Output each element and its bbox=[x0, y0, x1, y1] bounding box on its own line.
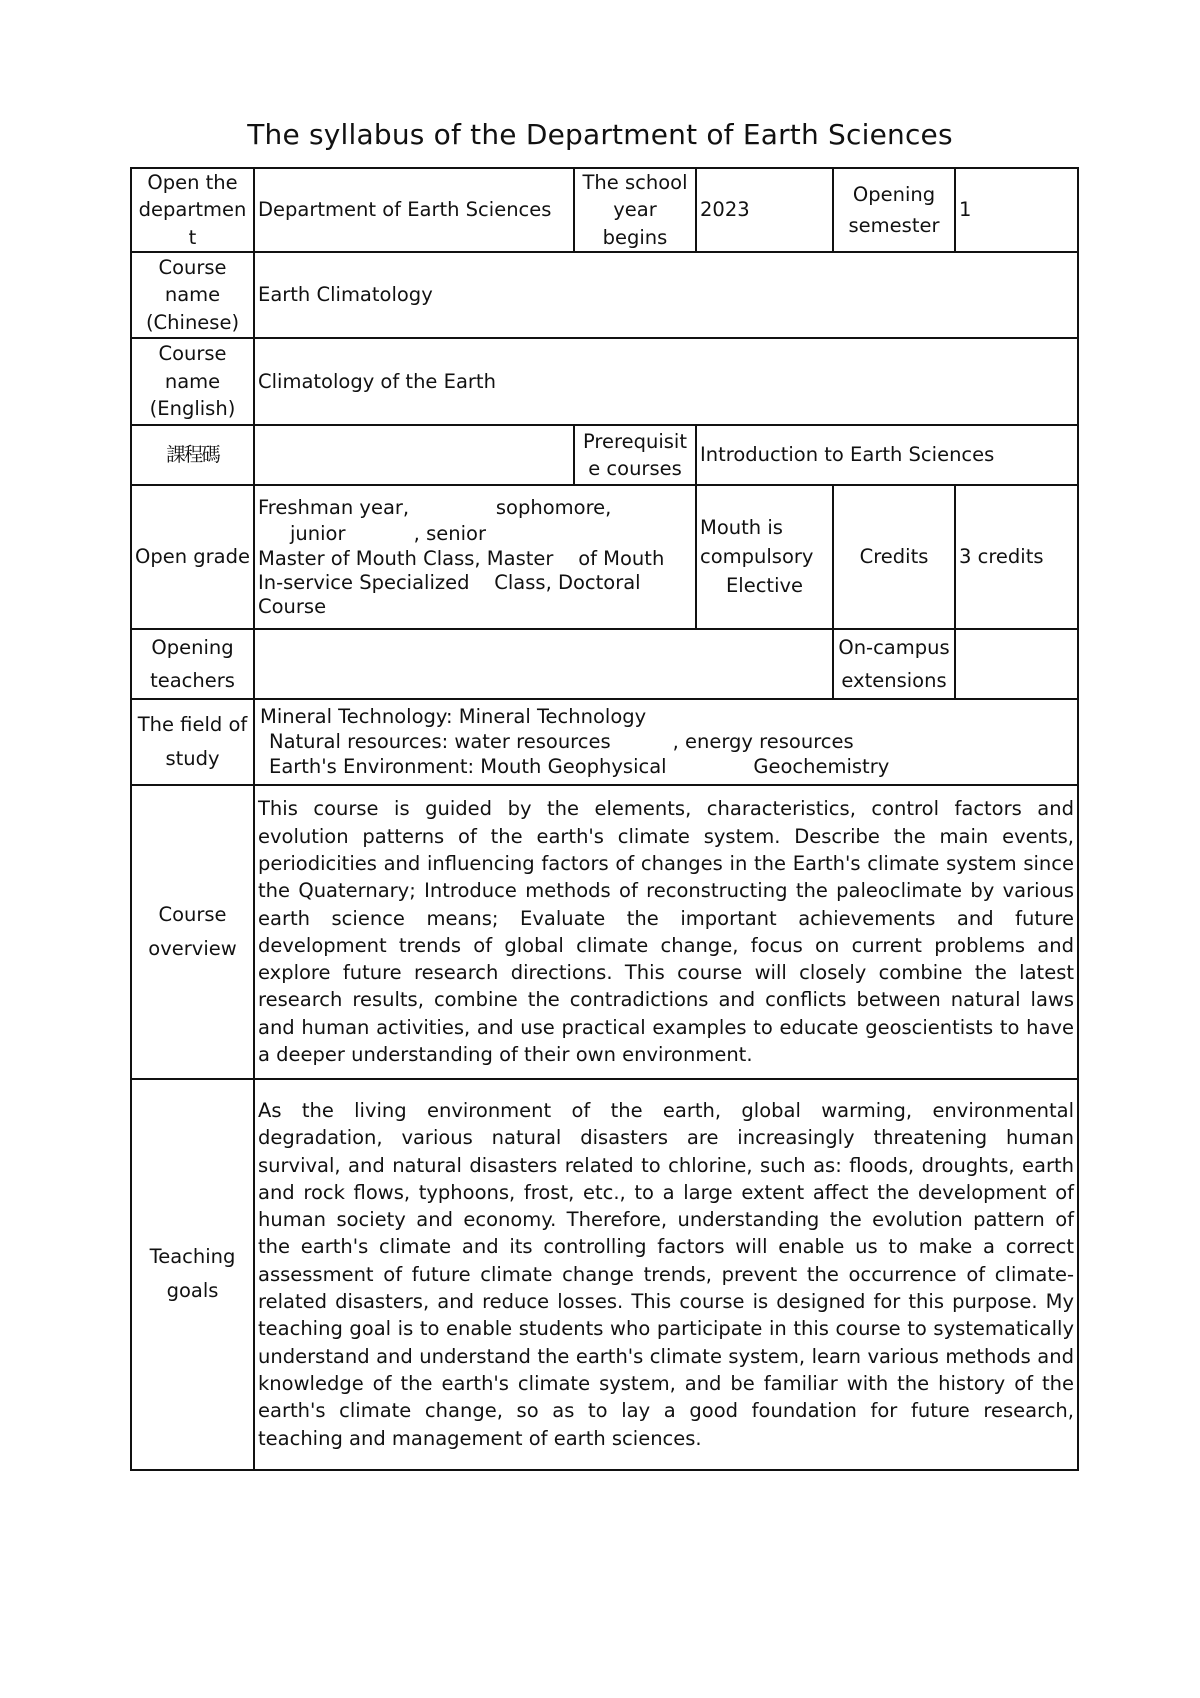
course-overview-row bbox=[131, 785, 1078, 1079]
department-value: Department of Earth Sciences bbox=[254, 168, 574, 252]
field-line-mineral: Mineral Technology: Mineral Technology bbox=[260, 705, 647, 729]
page-title: The syllabus of the Department of Earth Sciences bbox=[247, 118, 953, 151]
teaching-goals-row bbox=[131, 1079, 1078, 1470]
field-of-study-values bbox=[254, 699, 1078, 785]
course-code-row bbox=[131, 425, 1078, 485]
grade-line-course: Course bbox=[258, 594, 327, 618]
grade-line-master: Master of Mouth Class, Master of Mouth bbox=[258, 546, 665, 570]
teaching-goals-text: As the living environment of the earth, global warming, environmental degradation, various natural disasters are increasingly threatening human survival, and natural disasters related to chlorine, such as: floods, droughts, earth and rock flows, typhoons, frost, etc., to a large extent affect the development of human society and economy. Therefore, understanding the evolution pattern of the earth's climate and its controlling factors will enable us to make a correct assessment of future climate change trends, prevent the occurrence of climate-related disasters, and reduce losses. This course is designed for this purpose. My teaching goal is to enable students who participate in this course to systematically understand and understand the earth's climate system, learn various methods and knowledge of the earth's climate system, and be familiar with the history of the earth's climate change, so as to lay a good foundation for future research, teaching and management of earth sciences. bbox=[254, 1079, 1078, 1470]
school-year-label: The school year begins bbox=[574, 168, 696, 252]
extensions-value bbox=[955, 629, 1078, 699]
prerequisite-label: Prerequisite courses bbox=[574, 425, 696, 485]
semester-label: Opening semester bbox=[833, 168, 955, 252]
course-code-value bbox=[254, 425, 574, 485]
field-line-resources: Natural resources: water resources , energy resources bbox=[269, 730, 854, 754]
field-of-study-row bbox=[131, 699, 1078, 785]
credits-label: Credits bbox=[833, 485, 955, 629]
grade-line-inservice: In-service Specialized Class, Doctoral bbox=[258, 570, 641, 594]
open-grade-options bbox=[254, 485, 696, 629]
school-year-value: 2023 bbox=[696, 168, 833, 252]
course-name-english-label: Course name (English) bbox=[131, 338, 254, 425]
course-type-line2: compulsory bbox=[700, 545, 814, 569]
course-code-label: 課程碼 bbox=[131, 425, 254, 485]
syllabus-table bbox=[130, 167, 1079, 1471]
course-type-line1: Mouth is bbox=[700, 516, 783, 540]
course-overview-text: This course is guided by the elements, characteristics, control factors and evolution patterns of the earth's climate system. Describe the main events, periodicities and influencing factors of changes in the Earth's climate system since the Quaternary; Introduce methods of reconstructing the paleoclimate by various earth science means; Evaluate the important achievements and future development trends of global climate change, focus on current problems and explore future research directions. This course will closely combine the latest research results, combine the contradictions and conflicts between natural laws and human activities, and use practical examples to educate geoscientists to have a deeper understanding of their own environment. bbox=[254, 785, 1078, 1079]
course-type bbox=[696, 485, 833, 629]
course-name-chinese-value: Earth Climatology bbox=[254, 252, 1078, 338]
department-row bbox=[131, 168, 1078, 252]
course-name-chinese-row bbox=[131, 252, 1078, 338]
teachers-value bbox=[254, 629, 833, 699]
department-label: Open the department bbox=[131, 168, 254, 252]
course-type-line3: Elective bbox=[725, 574, 804, 598]
open-grade-label: Open grade bbox=[131, 485, 254, 629]
credits-value: 3 credits bbox=[955, 485, 1078, 629]
teaching-goals-label: Teaching goals bbox=[131, 1079, 254, 1470]
teachers-row bbox=[131, 629, 1078, 699]
field-line-environment: Earth's Environment: Mouth Geophysical Geochemistry bbox=[269, 755, 890, 779]
grade-line-undergrad: Freshman year, sophomore, bbox=[258, 495, 612, 519]
course-name-english-row bbox=[131, 338, 1078, 425]
grade-line-junior-senior: junior , senior bbox=[290, 521, 486, 545]
course-name-chinese-label: Course name (Chinese) bbox=[131, 252, 254, 338]
course-overview-label: Course overview bbox=[131, 785, 254, 1079]
extensions-label: On-campus extensions bbox=[833, 629, 955, 699]
field-of-study-label: The field of study bbox=[131, 699, 254, 785]
prerequisite-value: Introduction to Earth Sciences bbox=[696, 425, 1078, 485]
semester-value: 1 bbox=[955, 168, 1078, 252]
teachers-label: Opening teachers bbox=[131, 629, 254, 699]
course-name-english-value: Climatology of the Earth bbox=[254, 338, 1078, 425]
open-grade-row bbox=[131, 485, 1078, 629]
